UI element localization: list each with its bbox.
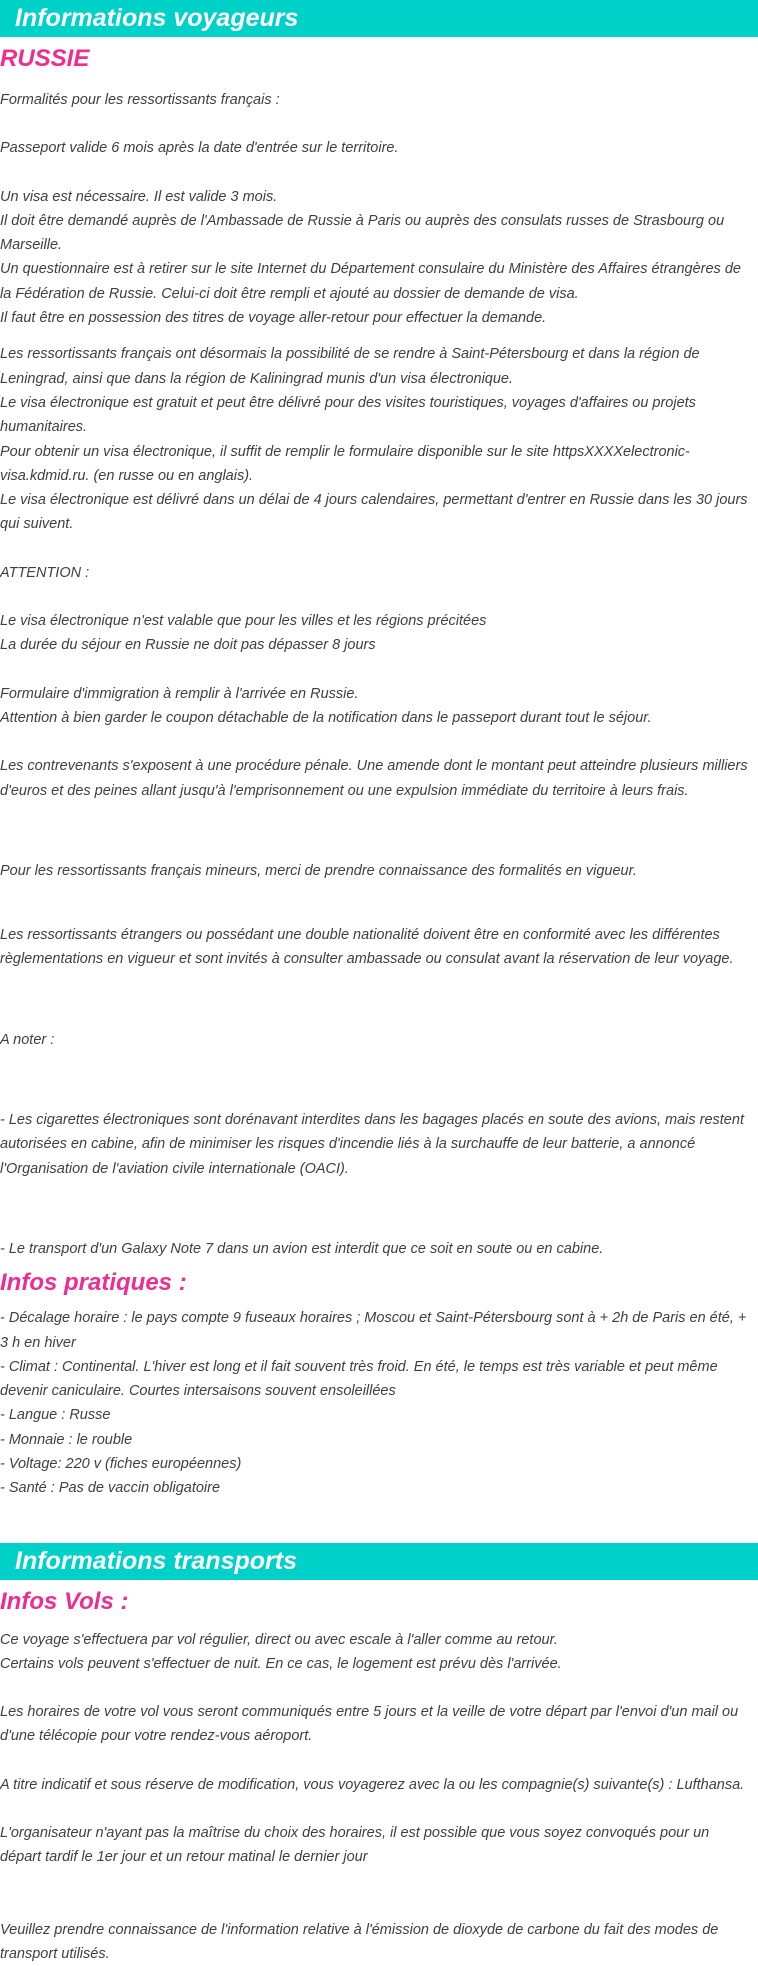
evisa-line: Les ressortissants français ont désormais la possibilité de se rendre à Saint-Pétersbourg et dans la région de Leningrad, ainsi que dans la région de Kaliningrad munis d'un visa électronique. (0, 346, 700, 387)
immigration-line: Attention à bien garder le coupon détachable de la notification dans le passeport durant tout le séjour. (0, 709, 652, 726)
visa-paragraph (0, 185, 758, 331)
immigration-line: Formulaire d'immigration à remplir à l'arrivée en Russie. (0, 685, 359, 702)
vols-line: Certains vols peuvent s'effectuer de nuit. En ce cas, le logement est prévu dès l'arrivée. (0, 1655, 562, 1672)
evisa-line: Pour obtenir un visa électronique, il suffit de remplir le formulaire disponible sur le site httpsXXXXelectronic-visa.kdmid.ru. (en russe ou en anglais). (0, 443, 690, 484)
pratique-item: - Monnaie : le rouble (0, 1431, 133, 1448)
contrevenants-text: Les contrevenants s'exposent à une procédure pénale. Une amende dont le montant peut atteindre plusieurs milliers d'euros et des peines allant jusqu'à l'emprisonnement ou une expulsion immédiate du territoire à leurs frais. (0, 758, 748, 799)
immigration-paragraph (0, 682, 758, 731)
etrangers-text: Les ressortissants étrangers ou possédant une double nationalité doivent être en conformité avec les différentes règlementations en vigueur et sont invités à consulter ambassade ou consulat avant la réservation de leur voyage. (0, 927, 734, 968)
evisa-villes-line: Le visa électronique n'est valable que pour les villes et les régions précitées (0, 613, 487, 630)
evisa-line: Le visa électronique est gratuit et peut être délivré pour des visites touristiques, voyages d'affaires ou projets humanitaires. (0, 394, 696, 436)
pratique-item: - Décalage horaire : le pays compte 9 fuseaux horaires ; Moscou et Saint-Pétersbourg sont à + 2h de Paris en été, + 3 h en hiver (0, 1310, 747, 1351)
banner-informations-transports: Informations transports (0, 1543, 758, 1580)
infos-vols-heading: Infos Vols : (0, 1587, 129, 1615)
visa-line: Un visa est nécessaire. Il est valide 3 mois. (0, 188, 278, 205)
pratique-item: - Voltage: 220 v (fiches européennes) (0, 1455, 242, 1472)
country-heading: RUSSIE (0, 45, 90, 72)
dioxyde-link-text[interactable]: Veuillez prendre connaissance de l'information relative à l'émission de dioxyde de carbone du fait des modes de transport utilisés. (0, 1921, 719, 1962)
pratique-item: - Langue : Russe (0, 1407, 111, 1424)
evisa-villes-paragraph (0, 609, 758, 658)
infos-pratiques-list (0, 1306, 758, 1500)
formalites-text: Formalités pour les ressortissants français : (0, 92, 280, 108)
vols-line: Ce voyage s'effectuera par vol régulier, direct ou avec escale à l'aller comme au retour. (0, 1631, 558, 1648)
cigarettes-text: - Les cigarettes électroniques sont dorénavant interdites dans les bagages placés en soute des avions, mais restent autorisées en cabine, afin de minimiser les risques d'incendie liés à la surchauffe de leur batterie, a annoncé l'Organisation de l'aviation civile internationale (OACI). (0, 1112, 744, 1177)
galaxy-text: - Le transport d'un Galaxy Note 7 dans un avion est interdit que ce soit en soute ou en cabine. (0, 1240, 604, 1257)
pratique-item: - Climat : Continental. L'hiver est long et il fait souvent très froid. En été, le temps est très variable et peut même devenir caniculaire. Courtes intersaisons souvent ensoleillées (0, 1358, 718, 1400)
infos-pratiques-heading: Infos pratiques : (0, 1269, 187, 1297)
compagnies-text: A titre indicatif et sous réserve de modification, vous voyagerez avec la ou les compagnie(s) suivante(s) : Lufthansa. (0, 1776, 745, 1793)
passeport-text: Passeport valide 6 mois après la date d'entrée sur le territoire. (0, 140, 399, 157)
visa-line: Un questionnaire est à retirer sur le site Internet du Département consulaire du Ministère des Affaires étrangères de la Fédération de Russie. Celui-ci doit être rempli et ajouté au dossier de demande de visa. (0, 261, 741, 302)
attention-text: ATTENTION : (0, 564, 90, 581)
organisateur-text: L'organisateur n'ayant pas la maîtrise du choix des horaires, il est possible que vous soyez convoqués pour un départ tardif le 1er jour et un retour matinal le dernier jour (0, 1825, 710, 1866)
evisa-villes-line: La durée du séjour en Russie ne doit pas dépasser 8 jours (0, 637, 376, 654)
visa-line: Il doit être demandé auprès de l'Ambassade de Russie à Paris ou auprès des consulats russes de Strasbourg ou Marseille. (0, 212, 725, 254)
horaires-text: Les horaires de votre vol vous seront communiqués entre 5 jours et la veille de votre départ par l'envoi d'un mail ou d'une télécopie pour votre rendez-vous aéroport. (0, 1704, 739, 1745)
banner-informations-voyageurs: Informations voyageurs (0, 0, 758, 37)
evisa-line: Le visa électronique est délivré dans un délai de 4 jours calendaires, permettant d'entrer en Russie dans les 30 jours qui suivent. (0, 492, 748, 533)
a-noter-text: A noter : (0, 1031, 55, 1048)
visa-line: Il faut être en possession des titres de voyage aller-retour pour effectuer la demande. (0, 310, 547, 327)
mineurs-text: Pour les ressortissants français mineurs, merci de prendre connaissance des formalités en vigueur. (0, 862, 637, 879)
vols-paragraph (0, 1628, 758, 1677)
evisa-paragraph (0, 342, 758, 536)
pratique-item: - Santé : Pas de vaccin obligatoire (0, 1480, 221, 1497)
